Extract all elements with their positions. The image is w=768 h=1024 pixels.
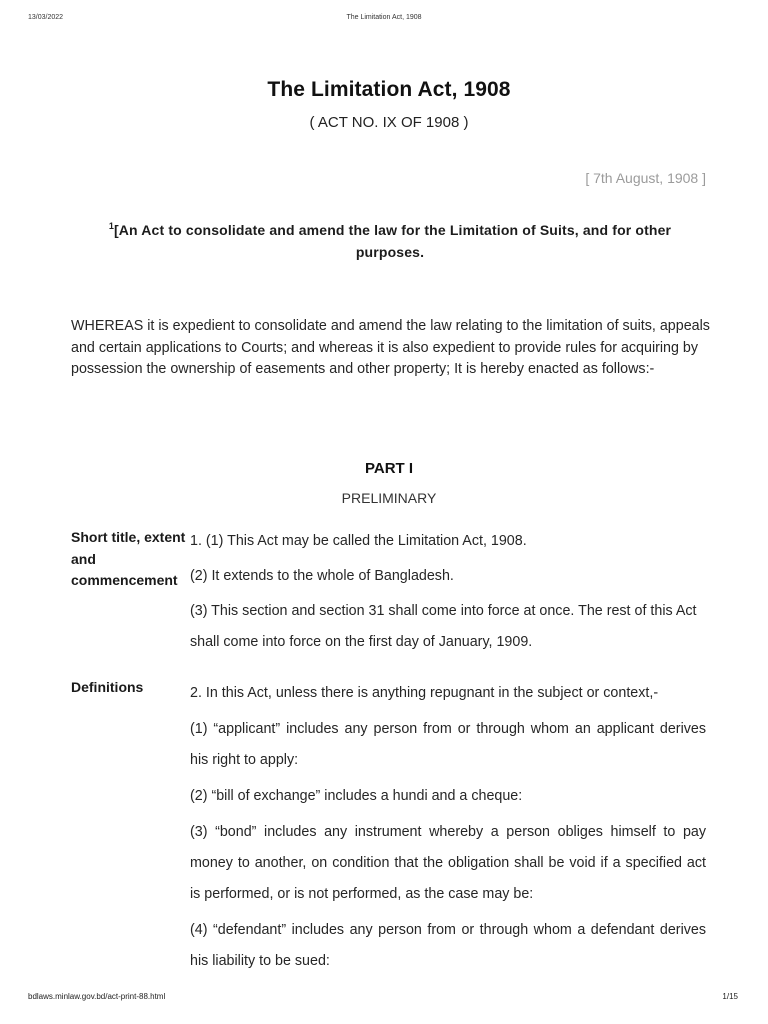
preamble [80, 219, 700, 263]
section-1-side-note: Short title, extent and commencement [71, 529, 186, 588]
act-number: ( ACT NO. IX OF 1908 ) [309, 114, 469, 131]
part-subheading: PRELIMINARY [341, 490, 437, 506]
print-header [28, 14, 740, 26]
section-2-para-4: (3) “bond” includes any instrument whereby a person obliges himself to pay money to another, on condition that the obligation shall be void if a specified act is performed, or is not performed, as the case may be: [190, 824, 706, 902]
section-2-body [190, 678, 706, 977]
footnote-marker[interactable]: 1 [108, 221, 114, 231]
print-footer [28, 992, 740, 1004]
preamble-text: [An Act to consolidate and amend the law for the Limitation of Suits, and for other purposes. [113, 222, 672, 260]
print-header-title: The Limitation Act, 1908 [346, 14, 422, 21]
document-title: The Limitation Act, 1908 [267, 78, 511, 101]
section-2-para-5: (4) “defendant” includes any person from or through whom a defendant derives his liability to be sued: [190, 922, 706, 969]
section-1-body [190, 526, 706, 658]
print-date: 13/03/2022 [28, 14, 64, 21]
part-heading: PART I [364, 460, 414, 477]
print-url: bdlaws.minlaw.gov.bd/act-print-88.html [28, 992, 166, 1001]
section-1-para-3: (3) This section and section 31 shall come into force at once. The rest of this Act shall come into force on the first day of January, 1909. [190, 603, 697, 650]
section-2-side-note: Definitions [71, 679, 144, 695]
act-date: [ 7th August, 1908 ] [585, 170, 706, 186]
section-1-para-1: 1. (1) This Act may be called the Limitation Act, 1908. [190, 533, 527, 549]
section-2-para-2: (1) “applicant” includes any person from or through whom an applicant derives his right to apply: [190, 721, 706, 768]
section-1-para-2: (2) It extends to the whole of Bangladesh. [190, 568, 454, 584]
whereas-clause: WHEREAS it is expedient to consolidate and amend the law relating to the limitation of suits, appeals and certain applications to Courts; and whereas it is also expedient to provide rules for acquiring by possession the ownership of easements and other property; It is hereby enacted as follows:- [71, 318, 710, 377]
section-2-para-1: 2. In this Act, unless there is anything repugnant in the subject or context,- [190, 685, 659, 701]
page-number: 1/15 [722, 992, 738, 1001]
section-2-para-3: (2) “bill of exchange” includes a hundi and a cheque: [190, 788, 523, 804]
